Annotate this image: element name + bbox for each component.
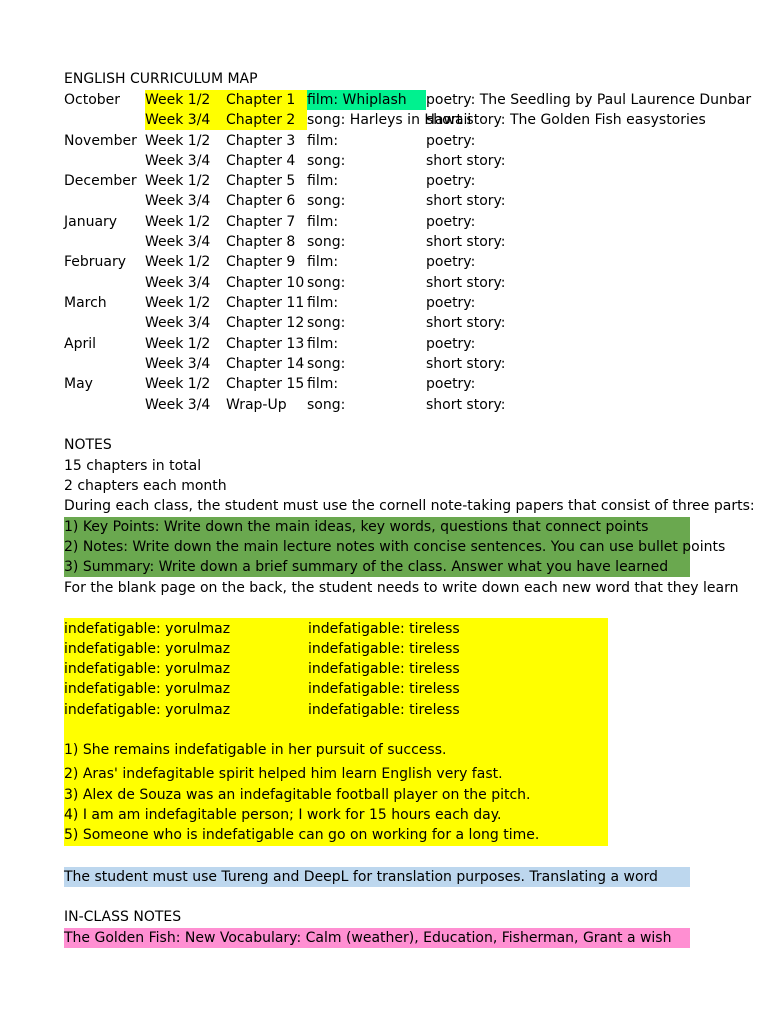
poetry-cell[interactable]: poetry: bbox=[426, 336, 476, 352]
chapter-cell[interactable]: Chapter 14 bbox=[226, 356, 305, 372]
vocab-turkish-cell[interactable]: indefatigable: yorulmaz bbox=[64, 661, 231, 677]
song-cell[interactable]: song: bbox=[307, 193, 346, 209]
chapter-cell[interactable]: Chapter 7 bbox=[226, 214, 296, 230]
poetry-cell[interactable]: poetry: bbox=[426, 173, 476, 189]
week-cell[interactable]: Week 3/4 bbox=[145, 153, 211, 169]
notes-row bbox=[64, 537, 726, 557]
vocabulary-block bbox=[64, 618, 608, 846]
vocab-english-cell[interactable]: indefatigable: tireless bbox=[308, 661, 460, 677]
schedule-row bbox=[64, 252, 690, 272]
chapter-cell[interactable]: Chapter 12 bbox=[226, 315, 305, 331]
vocab-turkish-cell[interactable]: indefatigable: yorulmaz bbox=[64, 641, 231, 657]
chapters-per-month-cell[interactable]: 2 chapters each month bbox=[64, 478, 227, 494]
short-story-cell[interactable]: short story: bbox=[426, 315, 506, 331]
week-cell[interactable]: Week 3/4 bbox=[145, 193, 211, 209]
month-cell[interactable] bbox=[64, 395, 145, 415]
notes-row bbox=[64, 557, 690, 577]
example-sentence[interactable]: 5) Someone who is indefatigable can go on working for a long time. bbox=[64, 827, 540, 843]
week-cell[interactable]: Week 1/2 bbox=[145, 173, 211, 189]
translation-row bbox=[64, 867, 690, 887]
month-cell[interactable] bbox=[64, 110, 145, 130]
week-cell[interactable]: Week 3/4 bbox=[145, 110, 226, 130]
month-cell[interactable]: October bbox=[64, 92, 121, 108]
month-cell[interactable] bbox=[64, 232, 145, 252]
song-cell[interactable]: song: bbox=[307, 315, 346, 331]
chapter-cell[interactable]: Chapter 5 bbox=[226, 173, 296, 189]
chapter-cell[interactable]: Chapter 8 bbox=[226, 234, 296, 250]
chapter-cell[interactable]: Chapter 3 bbox=[226, 133, 296, 149]
song-cell[interactable]: song: bbox=[307, 397, 346, 413]
chapter-cell[interactable]: Chapter 10 bbox=[226, 275, 305, 291]
week-cell[interactable]: Week 1/2 bbox=[145, 133, 211, 149]
month-cell[interactable]: November bbox=[64, 133, 137, 149]
key-points-cell[interactable]: 1) Key Points: Write down the main ideas, key words, questions that connect points bbox=[64, 517, 690, 537]
film-cell[interactable]: film: bbox=[307, 295, 339, 311]
week-cell[interactable]: Week 3/4 bbox=[145, 275, 211, 291]
example-sentence[interactable]: 4) I am am indefagitable person; I work for 15 hours each day. bbox=[64, 807, 502, 823]
example-sentence[interactable]: 1) She remains indefatigable in her pursuit of success. bbox=[64, 742, 447, 758]
golden-fish-vocab-cell[interactable]: The Golden Fish: New Vocabulary: Calm (weather), Education, Fisherman, Grant a wish bbox=[64, 928, 690, 948]
song-cell[interactable]: song: bbox=[307, 234, 346, 250]
schedule-row bbox=[64, 131, 690, 151]
schedule-row bbox=[64, 293, 690, 313]
month-cell[interactable] bbox=[64, 273, 145, 293]
schedule-row bbox=[64, 151, 690, 171]
week-cell[interactable]: Week 3/4 bbox=[145, 356, 211, 372]
translation-note-cell[interactable]: The student must use Tureng and DeepL for translation purposes. Translating a word bbox=[64, 867, 690, 887]
month-cell[interactable]: December bbox=[64, 173, 137, 189]
week-cell[interactable]: Week 1/2 bbox=[145, 295, 211, 311]
short-story-cell[interactable]: short story: bbox=[426, 397, 506, 413]
short-story-cell[interactable]: short story: bbox=[426, 153, 506, 169]
film-cell[interactable]: film: bbox=[307, 254, 339, 270]
curriculum-title-row bbox=[64, 69, 690, 89]
chapter-cell[interactable]: Chapter 6 bbox=[226, 193, 296, 209]
film-cell[interactable]: film: Whiplash bbox=[307, 90, 426, 110]
week-cell[interactable]: Week 3/4 bbox=[145, 315, 211, 331]
chapter-cell[interactable]: Chapter 11 bbox=[226, 295, 305, 311]
schedule-row bbox=[64, 334, 690, 354]
schedule-row bbox=[64, 212, 690, 232]
vocab-english-cell[interactable]: indefatigable: tireless bbox=[308, 681, 460, 697]
song-cell[interactable]: song: bbox=[307, 153, 346, 169]
week-cell[interactable]: Week 3/4 bbox=[145, 397, 211, 413]
inclass-heading[interactable]: IN-CLASS NOTES bbox=[64, 909, 182, 925]
film-cell[interactable]: film: bbox=[307, 173, 339, 189]
vocab-row bbox=[64, 619, 608, 639]
schedule-row bbox=[64, 395, 690, 415]
vocab-english-cell[interactable]: indefatigable: tireless bbox=[308, 702, 460, 718]
poetry-cell[interactable]: poetry: bbox=[426, 376, 476, 392]
film-cell[interactable]: film: bbox=[307, 336, 339, 352]
film-cell[interactable]: film: bbox=[307, 214, 339, 230]
schedule-row bbox=[64, 374, 690, 394]
short-story-cell[interactable]: short story: bbox=[426, 356, 506, 372]
notes-row bbox=[64, 578, 739, 598]
poetry-cell[interactable]: poetry: bbox=[426, 133, 476, 149]
schedule-row bbox=[64, 273, 690, 293]
chapter-cell[interactable]: Chapter 13 bbox=[226, 336, 305, 352]
song-cell[interactable]: song: bbox=[307, 275, 346, 291]
short-story-cell[interactable]: short story: bbox=[426, 234, 506, 250]
schedule-row bbox=[64, 354, 690, 374]
month-cell[interactable]: January bbox=[64, 214, 118, 230]
chapter-cell[interactable]: Chapter 4 bbox=[226, 153, 296, 169]
chapter-cell[interactable]: Wrap-Up bbox=[226, 397, 287, 413]
vocab-turkish-cell[interactable]: indefatigable: yorulmaz bbox=[64, 621, 231, 637]
song-cell[interactable]: song: Harleys in Hawaii bbox=[307, 112, 472, 128]
month-cell[interactable] bbox=[64, 191, 145, 211]
vocab-turkish-cell[interactable]: indefatigable: yorulmaz bbox=[64, 702, 231, 718]
poetry-cell[interactable]: poetry: bbox=[426, 214, 476, 230]
lecture-notes-cell[interactable]: 2) Notes: Write down the main lecture notes with concise sentences. You can use bullet points bbox=[64, 539, 726, 555]
inclass-row bbox=[64, 928, 690, 948]
curriculum-title[interactable]: ENGLISH CURRICULUM MAP bbox=[64, 71, 258, 87]
notes-row bbox=[64, 496, 755, 516]
chapter-cell[interactable]: Chapter 2 bbox=[226, 110, 307, 130]
short-story-cell[interactable]: short story: bbox=[426, 193, 506, 209]
chapter-cell[interactable]: Chapter 9 bbox=[226, 254, 296, 270]
film-cell[interactable]: film: bbox=[307, 133, 339, 149]
schedule-row bbox=[64, 90, 752, 110]
back-page-cell[interactable]: For the blank page on the back, the student needs to write down each new word that they learn bbox=[64, 580, 739, 596]
chapter-cell[interactable]: Chapter 1 bbox=[226, 90, 307, 110]
month-cell[interactable]: April bbox=[64, 336, 96, 352]
chapter-cell[interactable]: Chapter 15 bbox=[226, 376, 305, 392]
month-cell[interactable] bbox=[64, 151, 145, 171]
schedule-row bbox=[64, 232, 690, 252]
example-sentence[interactable]: 3) Alex de Souza was an indefagitable football player on the pitch. bbox=[64, 787, 531, 803]
vocab-turkish-cell[interactable]: indefatigable: yorulmaz bbox=[64, 681, 231, 697]
week-cell[interactable]: Week 1/2 bbox=[145, 90, 226, 110]
week-cell[interactable]: Week 1/2 bbox=[145, 254, 211, 270]
week-cell[interactable]: Week 3/4 bbox=[145, 234, 211, 250]
chapters-total-cell[interactable]: 15 chapters in total bbox=[64, 458, 202, 474]
vocab-row bbox=[64, 679, 608, 699]
notes-row bbox=[64, 517, 690, 537]
schedule-row bbox=[64, 171, 690, 191]
week-cell[interactable]: Week 1/2 bbox=[145, 376, 211, 392]
month-cell[interactable] bbox=[64, 354, 145, 374]
vocab-english-cell[interactable]: indefatigable: tireless bbox=[308, 621, 460, 637]
month-cell[interactable]: March bbox=[64, 295, 107, 311]
month-cell[interactable] bbox=[64, 313, 145, 333]
schedule-row bbox=[64, 110, 706, 130]
inclass-heading-row bbox=[64, 907, 690, 927]
vocab-row bbox=[64, 639, 608, 659]
example-sentence[interactable]: 2) Aras' indefagitable spirit helped him learn English very fast. bbox=[64, 766, 503, 782]
poetry-cell[interactable]: poetry: bbox=[426, 254, 476, 270]
song-cell[interactable]: song: bbox=[307, 356, 346, 372]
schedule-row bbox=[64, 313, 690, 333]
month-cell[interactable]: May bbox=[64, 376, 93, 392]
poetry-cell[interactable]: poetry: bbox=[426, 295, 476, 311]
notes-heading-row bbox=[64, 435, 690, 455]
week-cell[interactable]: Week 1/2 bbox=[145, 214, 211, 230]
cornell-intro-cell[interactable]: During each class, the student must use the cornell note-taking papers that consist of three parts: bbox=[64, 498, 755, 514]
film-cell[interactable]: film: bbox=[307, 376, 339, 392]
summary-cell[interactable]: 3) Summary: Write down a brief summary of the class. Answer what you have learned bbox=[64, 557, 690, 577]
week-cell[interactable]: Week 1/2 bbox=[145, 336, 211, 352]
short-story-cell[interactable]: short story: The Golden Fish easystories bbox=[426, 112, 706, 128]
short-story-cell[interactable]: short story: bbox=[426, 275, 506, 291]
vocab-row bbox=[64, 700, 608, 720]
notes-row bbox=[64, 476, 690, 496]
poetry-cell[interactable]: poetry: The Seedling by Paul Laurence Dunbar bbox=[426, 92, 752, 108]
notes-row bbox=[64, 456, 690, 476]
vocab-row bbox=[64, 659, 608, 679]
vocab-english-cell[interactable]: indefatigable: tireless bbox=[308, 641, 460, 657]
notes-heading[interactable]: NOTES bbox=[64, 437, 112, 453]
schedule-row bbox=[64, 191, 690, 211]
month-cell[interactable]: February bbox=[64, 254, 127, 270]
